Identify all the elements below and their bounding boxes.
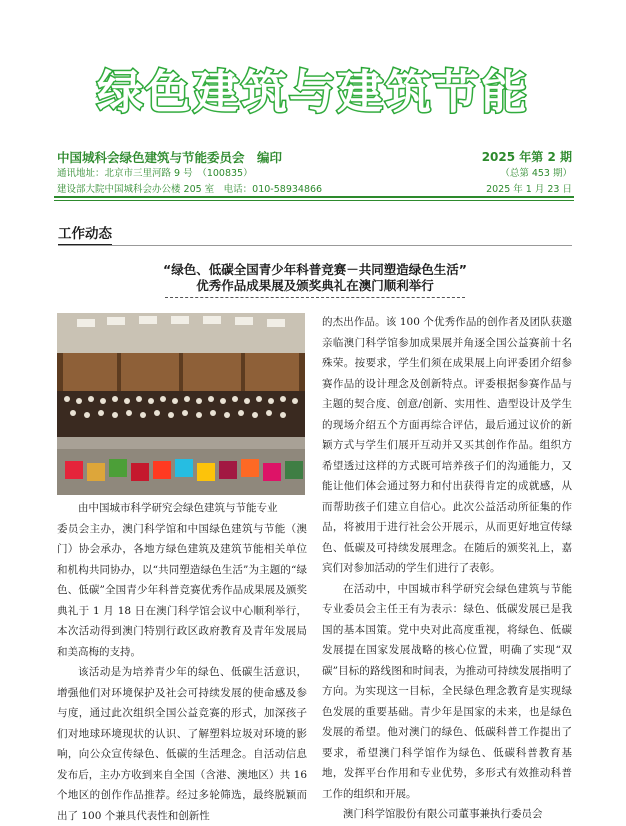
section-divider	[58, 245, 572, 246]
total-issue-number: （总第 453 期）	[500, 168, 572, 179]
article-title-line-1: “绿色、低碳全国青少年科普竞赛－共同塑造绿色生活”	[163, 262, 467, 277]
article-paragraph: 该活动是为培养青少年的绿色、低碳生活意识，增强他们对环境保护及社会可持续发展的使命感及参与度，通过此次组织全国公益竞赛的形式，加深孩子们对地球环境现状的认识、了解塑料垃圾对环境的影响，向公众宣传绿色、低碳的生活理念。自活动信息发布后，主办方收到来自全国（含港、澳地区）共 16 个地区的创作作品推荐。经过多轮筛选，最终脱颖而出了 100 个兼具代表性和创新性	[57, 666, 307, 822]
article-paragraph: 的杰出作品。该 100 个优秀作品的创作者及团队获邀亲临澳门科学馆参加成果展并角逐全国公益赛前十名殊荣。按要求，学生们须在成果展上向评委团介绍参赛作品的设计理念及创新特点。评委根据参赛作品与主题的契合度、创意/创新、实用性、造型设计及学生的现场介绍五个方面再综合评估，最后通过议价的新颖方式与学生们展开互动并又买其创作作品。组织方希望透过这样的方式既可培养孩子们的沟通能力，又能让他们体会通过努力和付出获得肯定的成就感，从而帮助孩子们建立自信心。此次公益活动所征集的作品，将被用于进行社会公开展示，从而更好地宣传绿色、低碳及可持续发展理念。在随后的颁奖礼上，嘉宾们对参加活动的学生们进行了表彰。	[322, 316, 572, 574]
article-paragraph: 在活动中，中国城市科学研究会绿色建筑与节能专业委员会主任王有为表示：绿色、低碳发展已是我国的基本国策。党中央对此高度重视，将绿色、低碳发展提在国家发展战略的核心位置，明确了实现“双碳”目标的路线图和时间表，为推动可持续发展指明了方向。为实现这一目标，全民绿色理念教育是实现绿色发展的重要基础。青少年是国家的未来，也是绿色发展的希望。他对澳门的绿色、低碳科普工作提出了要求，希望澳门科学馆作为绿色、低碳科普教育基地，发挥平台作用和专业优势，多形式有效推动科普工作的组织和开展。	[322, 582, 572, 800]
header-rule	[54, 196, 574, 198]
article-body-left-column	[57, 498, 307, 826]
masthead-title: 绿色建筑与建筑节能	[97, 65, 529, 119]
article-paragraph: 澳门科学馆股份有限公司董事兼执行委员会	[343, 808, 543, 820]
office-address: 建设部大院中国城科会办公楼 205 室 电话：010-58934866	[57, 184, 323, 195]
article-paragraph: 委员会主办，澳门科学馆和中国绿色建筑与节能（澳门）协会承办，各地方绿色建筑及建筑节能相关单位和机构共同协办，以“共同塑造绿色生活”为主题的“绿色、低碳”全国青少年科普竞赛优秀作品成果展及颁奖典礼于 1 月 18 日在澳门科学馆会议中心顺利举行，本次活动得到澳门特别行政区政府教育及青年发展局和美高梅的支持。	[57, 522, 307, 658]
article-paragraph: 由中国城市科学研究会绿色建筑与节能专业	[78, 502, 278, 514]
publisher-name: 中国城科会绿色建筑与节能委员会 编印	[57, 150, 283, 165]
article-body-right-column	[322, 312, 572, 825]
header-rule-thin	[54, 200, 574, 201]
issue-date: 2025 年 1 月 23 日	[486, 184, 572, 195]
section-label: 工作动态	[58, 226, 112, 246]
issue-number: 2025 年第 2 期	[481, 150, 572, 164]
article-title-line-2: 优秀作品成果展及颁奖典礼在澳门顺利举行	[196, 278, 434, 293]
title-underline	[165, 297, 465, 298]
mailing-address: 通讯地址：北京市三里河路 9 号 （100835）	[57, 168, 253, 179]
event-group-photo	[57, 313, 305, 495]
